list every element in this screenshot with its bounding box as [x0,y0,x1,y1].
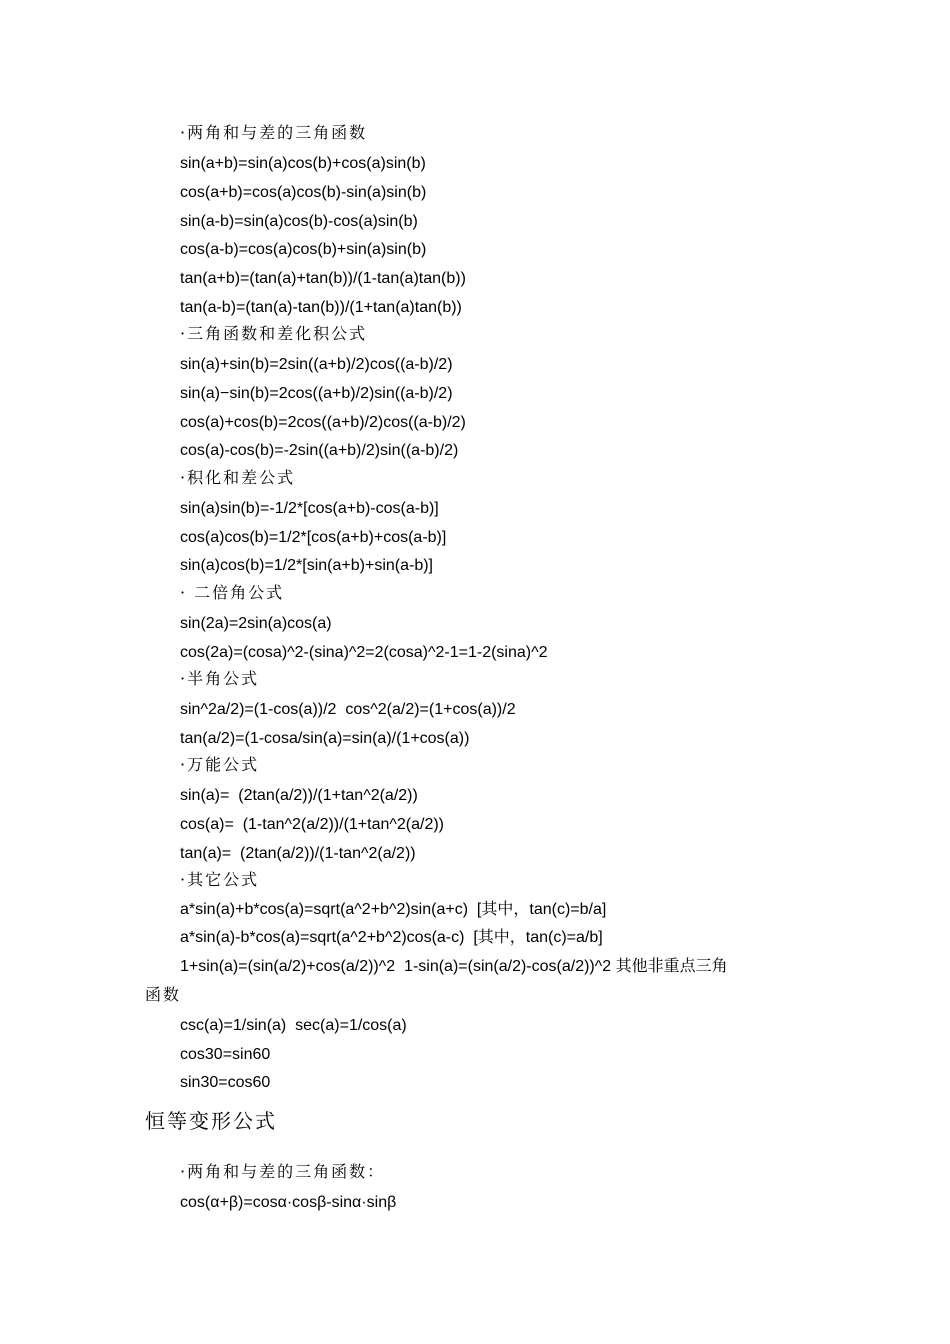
section-heading: ·两角和与差的三角函数 [180,123,368,142]
formula-line-continued: 函数 [145,985,182,1004]
formula-line: sin30=cos60 [180,1074,271,1091]
formula-line: cos(α+β)=cosα·cosβ-sinα·sinβ [180,1194,397,1211]
formula-line: sin^2a/2)=(1-cos(a))/2 cos^2(a/2)=(1+cos(a))/2 [180,701,516,718]
formula-line: cos(a)= (1-tan^2(a/2))/(1+tan^2(a/2)) [180,816,445,833]
formula-line: sin(a)+sin(b)=2sin((a+b)/2)cos((a-b)/2) [180,356,453,373]
formula-line: tan(a+b)=(tan(a)+tan(b))/(1-tan(a)tan(b)) [180,270,466,287]
formula-line: tan(a/2)=(1-cosa/sin(a)=sin(a)/(1+cos(a)) [180,730,470,747]
formula-line: tan(a-b)=(tan(a)-tan(b))/(1+tan(a)tan(b)) [180,299,462,316]
formula-line: cos(a-b)=cos(a)cos(b)+sin(a)sin(b) [180,241,427,258]
formula-line: csc(a)=1/sin(a) sec(a)=1/cos(a) [180,1017,407,1034]
formula-line: sin(a)= (2tan(a/2))/(1+tan^2(a/2)) [180,787,418,804]
section-heading: ·万能公式 [180,755,260,774]
section-heading: ·其它公式 [180,870,260,889]
formula-line: cos(a)+cos(b)=2cos((a+b)/2)cos((a-b)/2) [180,414,466,431]
formula-line: a*sin(a)+b*cos(a)=sqrt(a^2+b^2)sin(a+c) [其中，tan(c)=b/a] [180,901,607,918]
section-heading: ·积化和差公式 [180,468,296,487]
formula-line: 1+sin(a)=(sin(a/2)+cos(a/2))^2 1-sin(a)=(sin(a/2)-cos(a/2))^2 其他非重点三角 [180,958,728,975]
formula-line: cos30=sin60 [180,1046,271,1063]
section-heading: · 二倍角公式 [180,583,285,602]
formula-line: tan(a)= (2tan(a/2))/(1-tan^2(a/2)) [180,845,416,862]
formula-line: sin(a)−sin(b)=2cos((a+b)/2)sin((a-b)/2) [180,385,453,402]
formula-line: cos(a)-cos(b)=-2sin((a+b)/2)sin((a-b)/2) [180,442,459,459]
section-heading: ·两角和与差的三角函数： [180,1162,386,1181]
formula-line: sin(2a)=2sin(a)cos(a) [180,615,332,632]
section-heading: ·半角公式 [180,669,260,688]
formula-line: sin(a)sin(b)=-1/2*[cos(a+b)-cos(a-b)] [180,500,439,517]
section-heading: ·三角函数和差化积公式 [180,324,368,343]
formula-line: cos(2a)=(cosa)^2-(sina)^2=2(cosa)^2-1=1-2(sina)^2 [180,644,548,661]
formula-line: a*sin(a)-b*cos(a)=sqrt(a^2+b^2)cos(a-c) [其中，tan(c)=a/b] [180,929,603,946]
formula-line: cos(a+b)=cos(a)cos(b)-sin(a)sin(b) [180,184,427,201]
formula-line: sin(a)cos(b)=1/2*[sin(a+b)+sin(a-b)] [180,557,433,574]
formula-line: cos(a)cos(b)=1/2*[cos(a+b)+cos(a-b)] [180,529,447,546]
formula-line: sin(a+b)=sin(a)cos(b)+cos(a)sin(b) [180,155,426,172]
formula-line: sin(a-b)=sin(a)cos(b)-cos(a)sin(b) [180,213,418,230]
section-title: 恒等变形公式 [145,1109,277,1133]
